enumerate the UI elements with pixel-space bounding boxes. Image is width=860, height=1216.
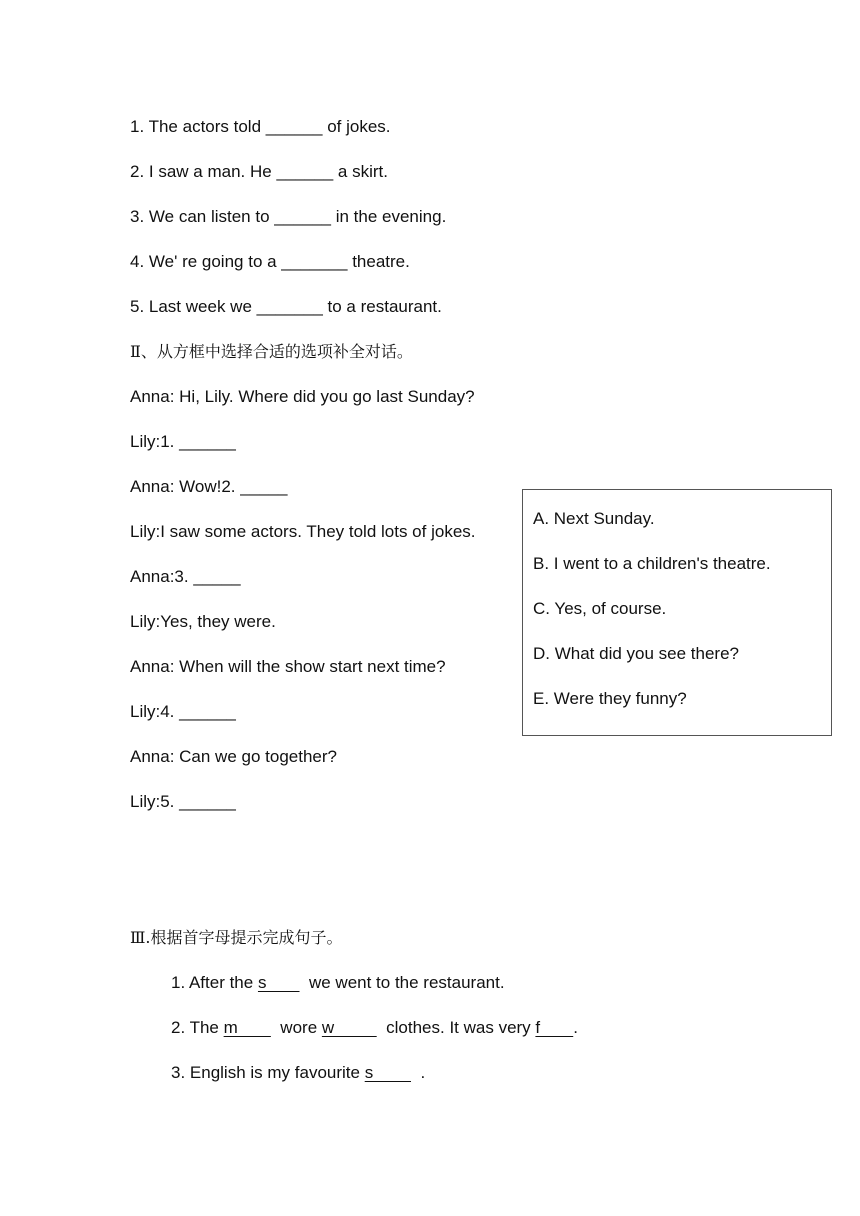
question-5: 5. Last week we _______ to a restaurant. <box>130 297 442 316</box>
option-c: C. Yes, of course. <box>533 599 667 618</box>
sentence-1: 1. After the s we went to the restaurant. <box>171 973 505 992</box>
question-1: 1. The actors told ______ of jokes. <box>130 117 391 136</box>
dialogue-line: Anna: When will the show start next time? <box>130 657 446 676</box>
dialogue-line: Anna:3. _____ <box>130 567 241 586</box>
dialogue-line: Lily:I saw some actors. They told lots of jokes. <box>130 522 476 541</box>
option-a: A. Next Sunday. <box>533 509 655 528</box>
question-4: 4. We' re going to a _______ theatre. <box>130 252 410 271</box>
blank-f: f <box>535 1018 574 1037</box>
blank-s: s <box>257 973 300 992</box>
sentence-2: 2. The m wore w clothes. It was very f . <box>171 1018 578 1037</box>
dialogue-line: Anna: Wow!2. _____ <box>130 477 288 496</box>
option-d: D. What did you see there? <box>533 644 740 663</box>
blank-s: s <box>364 1063 411 1082</box>
blank-m: m <box>223 1018 271 1037</box>
option-e: E. Were they funny? <box>533 689 687 708</box>
question-2: 2. I saw a man. He ______ a skirt. <box>130 162 388 181</box>
section-3-heading: Ⅲ.根据首字母提示完成句子。 <box>130 928 343 947</box>
options-box <box>522 489 832 736</box>
option-b: B. I went to a children's theatre. <box>533 554 771 573</box>
dialogue-line: Anna: Hi, Lily. Where did you go last Sunday? <box>130 387 475 406</box>
dialogue-line: Lily:1. ______ <box>130 432 236 451</box>
dialogue-line: Lily:4. ______ <box>130 702 236 721</box>
sentence-3: 3. English is my favourite s . <box>171 1063 426 1082</box>
dialogue-line: Anna: Can we go together? <box>130 747 337 766</box>
question-3: 3. We can listen to ______ in the evening. <box>130 207 447 226</box>
dialogue-line: Lily:Yes, they were. <box>130 612 276 631</box>
blank-w: w <box>321 1018 377 1037</box>
dialogue-line: Lily:5. ______ <box>130 792 236 811</box>
section-2-heading: Ⅱ、从方框中选择合适的选项补全对话。 <box>130 342 413 361</box>
